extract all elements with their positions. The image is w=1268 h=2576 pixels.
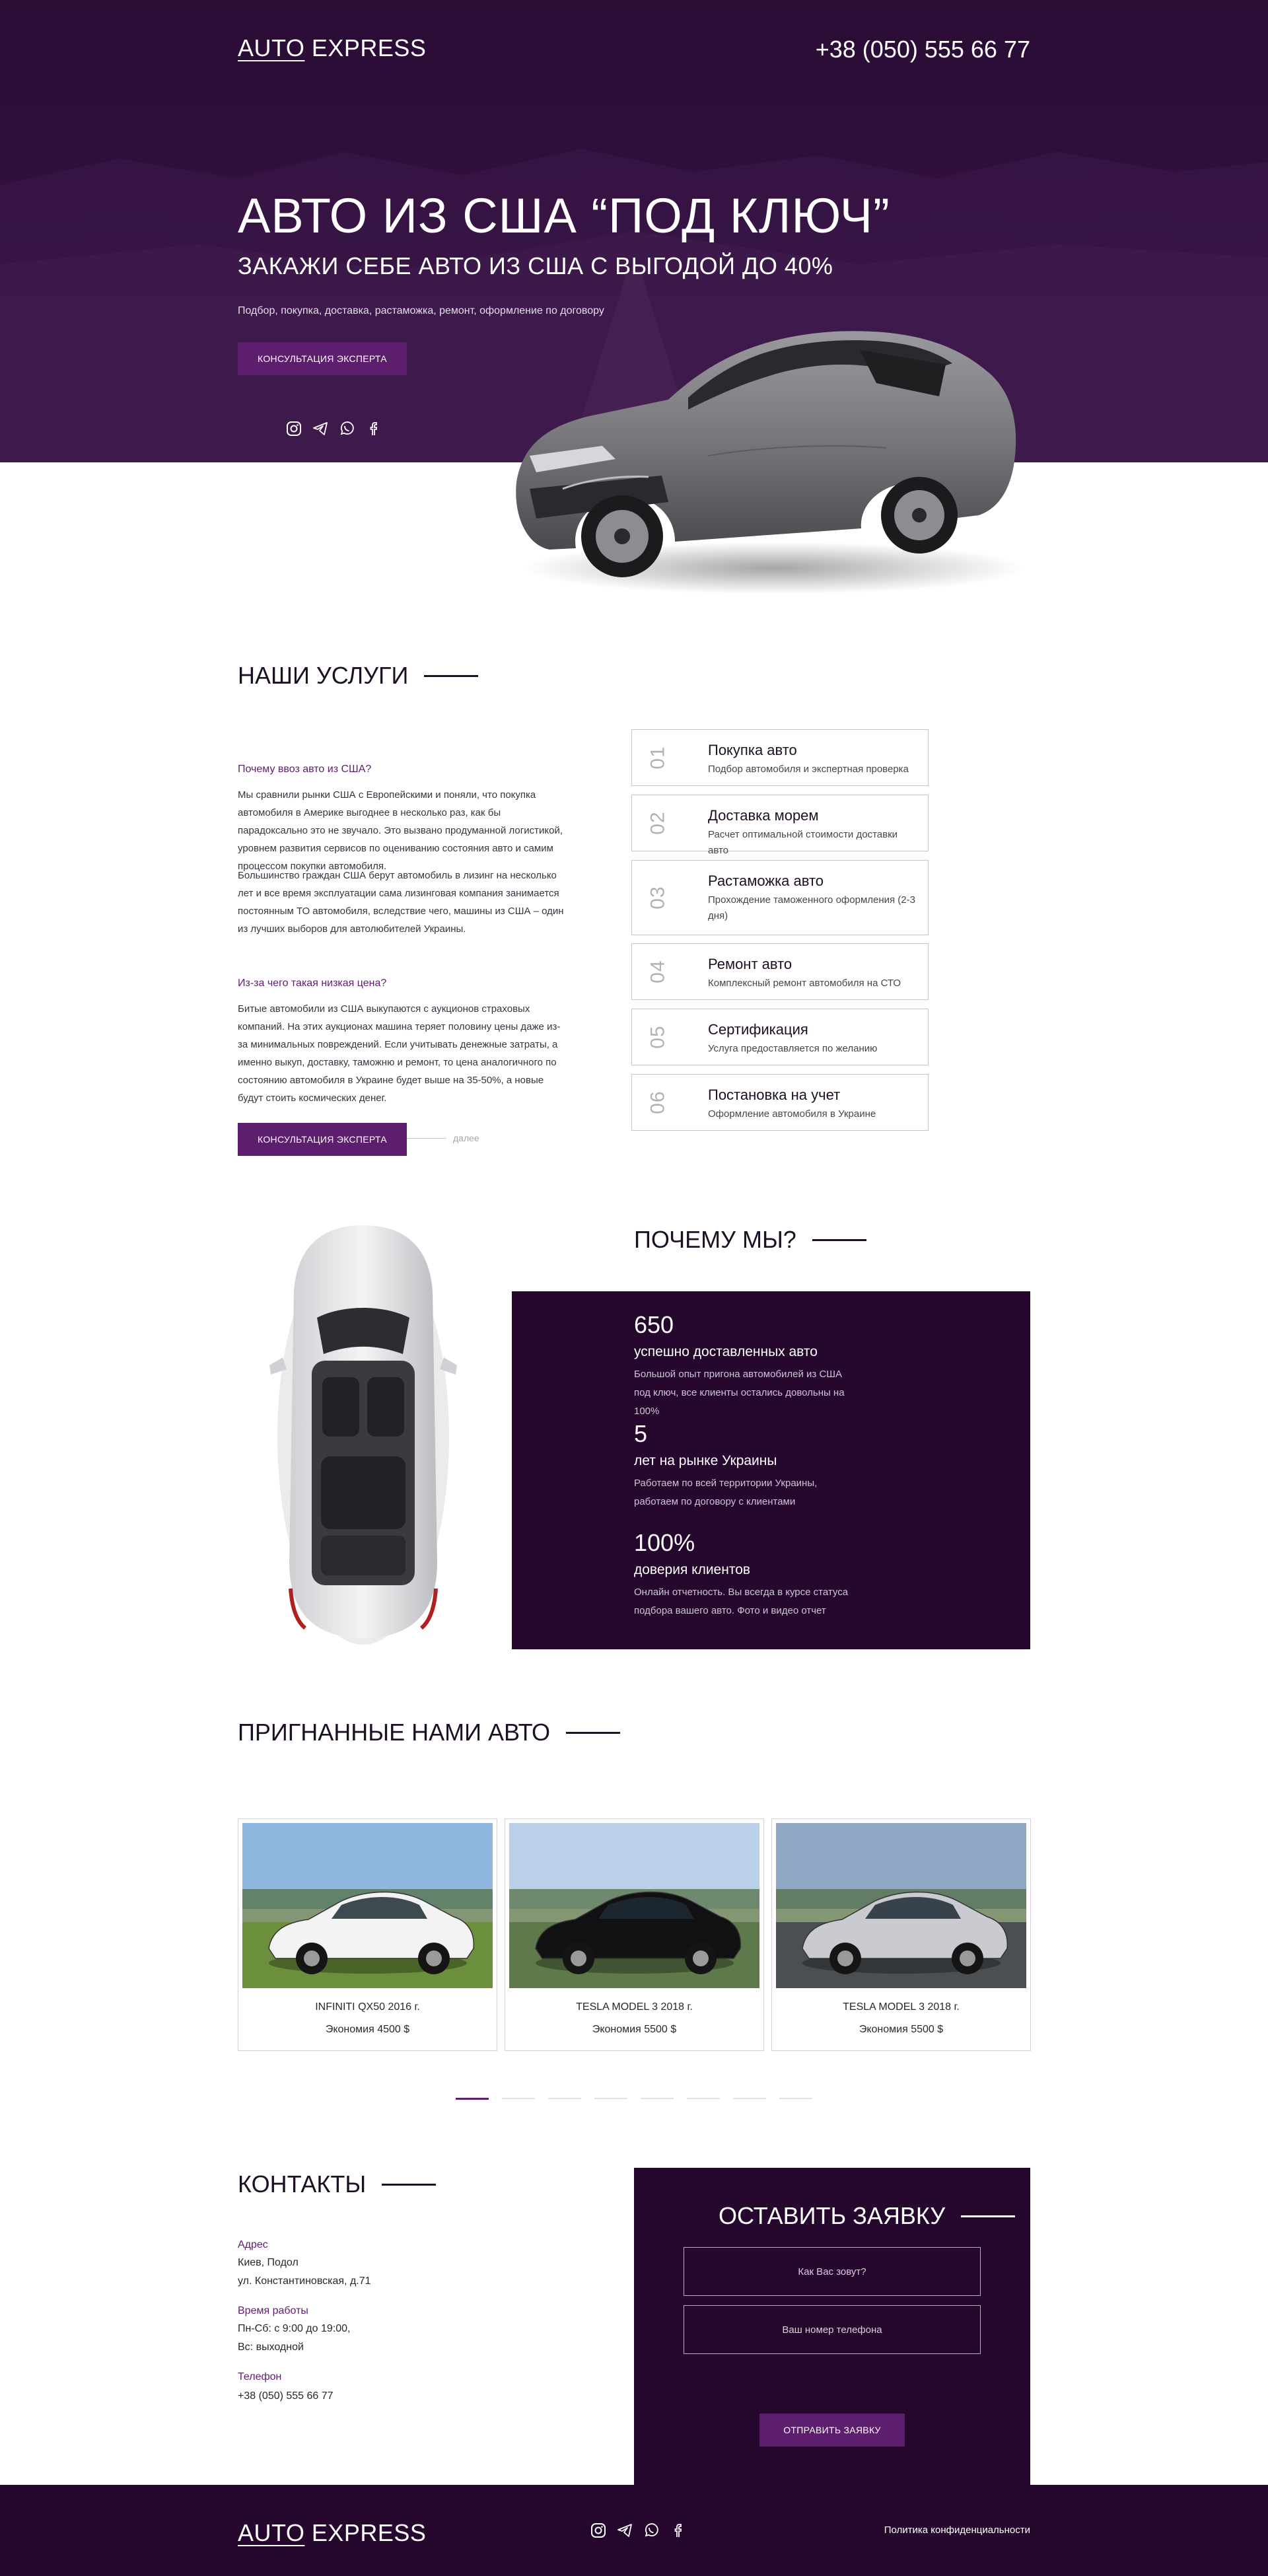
whatsapp-icon[interactable] xyxy=(338,420,355,437)
service-description: Услуга предоставляется по желанию xyxy=(708,1043,878,1054)
service-number: 01 xyxy=(647,746,669,769)
service-title: Сертификация xyxy=(708,1021,808,1038)
phone-label: Телефон xyxy=(238,2371,282,2382)
contact-phone[interactable]: +38 (050) 555 66 77 xyxy=(238,2390,334,2402)
service-item[interactable] xyxy=(631,1074,929,1131)
service-item[interactable] xyxy=(631,729,929,786)
stat-description: Работаем по всей территории Украины, работаем по договору с клиентами xyxy=(634,1478,818,1507)
more-link-line xyxy=(407,1138,446,1139)
service-title: Растаможка авто xyxy=(708,873,824,889)
heading-divider xyxy=(812,1239,866,1241)
hero-title: АВТО ИЗ США “ПОД КЛЮЧ” xyxy=(238,188,890,243)
facebook-icon[interactable] xyxy=(669,2522,686,2539)
telegram-icon[interactable] xyxy=(312,420,329,437)
footer-socials xyxy=(590,2522,686,2539)
car-photo xyxy=(509,1823,759,1988)
service-description: Прохождение таможенного оформления (2-3 дня) xyxy=(708,894,915,921)
services-consult-button[interactable]: КОНСУЛЬТАЦИЯ ЭКСПЕРТА xyxy=(238,1123,407,1156)
address-line-1: Киев, Подол xyxy=(238,2257,299,2268)
header-logo[interactable] xyxy=(238,34,426,62)
heading-divider xyxy=(424,675,478,677)
service-number: 04 xyxy=(647,960,669,984)
service-title: Ремонт авто xyxy=(708,956,792,972)
stat-description: Большой опыт пригона автомобилей из США под ключ, все клиенты остались довольны на 100% xyxy=(634,1369,845,1417)
car-card[interactable] xyxy=(771,1818,1031,2051)
logo-express: EXPRESS xyxy=(311,2519,427,2546)
services-paragraph-2: Большинство граждан США берут автомобиль в лизинг на несколько лет и все время эксплуатации сама лизинговая компания занимается постоянным ТО автомобиля, вследствие чего, машины из США – один из лучших выборов для автолюбителей Украины. xyxy=(238,870,564,935)
stat-number: 100% xyxy=(634,1529,695,1556)
heading-divider xyxy=(382,2184,436,2186)
car-card[interactable] xyxy=(238,1818,497,2051)
services-paragraph-1: Мы сравнили рынки США с Европейскими и поняли, что покупка автомобиля в Америке выгоднее в несколько раз, как бы парадоксально это не звучало. Это вызвано продуманной логистикой, уровнем развития сервисов по оцениванию состояния авто и самим процессом покупки автомобиля. xyxy=(238,789,563,872)
services-heading xyxy=(238,662,478,690)
service-number: 03 xyxy=(647,886,669,910)
address-label: Адрес xyxy=(238,2239,268,2250)
instagram-icon[interactable] xyxy=(590,2522,607,2539)
top-view-car-image xyxy=(264,1219,462,1648)
carousel-dot[interactable] xyxy=(641,2098,674,2099)
more-link-label: далее xyxy=(453,1133,479,1143)
hours-line-2: Вс: выходной xyxy=(238,2342,304,2353)
services-more-link[interactable] xyxy=(407,1133,479,1143)
telegram-icon[interactable] xyxy=(616,2522,633,2539)
stat-label: доверия клиентов xyxy=(634,1562,751,1577)
car-photo xyxy=(776,1823,1026,1988)
form-heading-text: ОСТАВИТЬ ЗАЯВКУ xyxy=(719,2202,946,2229)
header-phone[interactable]: +38 (050) 555 66 77 xyxy=(815,36,1030,63)
services-paragraph-3: Битые автомобили из США выкупаются с аукционов страховых компаний. На этих аукционах машина теряет половину цены даже из-за минимальных повреждений. Если учитывать денежные затраты, а именно выкуп, доставку, таможню и ремонт, то цена аналогичного по состоянию автомобиля в Украине будет выше на 35-50%, а новые будут стоить космических денег. xyxy=(238,1003,561,1104)
phone-input[interactable] xyxy=(684,2305,981,2354)
carousel-dot[interactable] xyxy=(548,2098,581,2099)
services-question-1: Почему ввоз авто из США? xyxy=(238,764,372,775)
logo-auto: AUTO xyxy=(238,34,305,61)
service-title: Постановка на учет xyxy=(708,1087,841,1103)
car-title: INFINITI QX50 2016 г. xyxy=(315,2001,420,2013)
carousel-dot[interactable] xyxy=(456,2098,489,2100)
why-heading xyxy=(634,1226,866,1254)
logo-auto: AUTO xyxy=(238,2519,305,2546)
cars-heading-text: ПРИГНАННЫЕ НАМИ АВТО xyxy=(238,1719,551,1746)
why-stats-panel xyxy=(512,1291,1030,1649)
service-description: Расчет оптимальной стоимости доставки авто xyxy=(708,829,898,856)
hero-description: Подбор, покупка, доставка, растаможка, ремонт, оформление по договору xyxy=(238,305,604,316)
stat-number: 650 xyxy=(634,1311,674,1338)
hero-socials xyxy=(285,420,382,437)
hero-subtitle: ЗАКАЖИ СЕБЕ АВТО ИЗ США С ВЫГОДОЙ ДО 40% xyxy=(238,252,833,279)
service-number: 05 xyxy=(647,1025,669,1049)
submit-request-button[interactable]: ОТПРАВИТЬ ЗАЯВКУ xyxy=(759,2414,905,2447)
car-photo xyxy=(242,1823,493,1988)
why-heading-text: ПОЧЕМУ МЫ? xyxy=(634,1226,796,1253)
hero-consult-button[interactable]: КОНСУЛЬТАЦИЯ ЭКСПЕРТА xyxy=(238,342,407,375)
carousel-dot[interactable] xyxy=(594,2098,627,2099)
heading-divider xyxy=(566,1732,620,1734)
whatsapp-icon[interactable] xyxy=(643,2522,660,2539)
carousel-dot[interactable] xyxy=(687,2098,720,2099)
car-title: TESLA MODEL 3 2018 г. xyxy=(843,2001,960,2013)
stat-label: лет на рынке Украины xyxy=(634,1453,777,1468)
carousel-dot[interactable] xyxy=(733,2098,766,2099)
carousel-pagination xyxy=(456,2098,812,2100)
name-input[interactable] xyxy=(684,2247,981,2296)
instagram-icon[interactable] xyxy=(285,420,302,437)
service-description: Комплексный ремонт автомобиля на СТО xyxy=(708,978,901,989)
service-item[interactable] xyxy=(631,795,929,856)
privacy-policy-link[interactable]: Политика конфиденциальности xyxy=(884,2524,1030,2536)
service-description: Оформление автомобиля в Украине xyxy=(708,1108,876,1120)
car-card[interactable] xyxy=(505,1818,764,2051)
hours-label: Время работы xyxy=(238,2305,308,2316)
services-heading-text: НАШИ УСЛУГИ xyxy=(238,662,409,689)
car-saving: Экономия 5500 $ xyxy=(592,2024,677,2035)
service-title: Покупка авто xyxy=(708,742,797,758)
car-title: TESLA MODEL 3 2018 г. xyxy=(576,2001,693,2013)
service-item[interactable] xyxy=(631,943,929,1000)
footer-logo[interactable] xyxy=(238,2519,426,2547)
service-number: 02 xyxy=(647,811,669,835)
car-saving: Экономия 5500 $ xyxy=(859,2024,944,2035)
form-heading xyxy=(719,2202,1015,2230)
contacts-heading xyxy=(238,2170,436,2198)
contacts-heading-text: КОНТАКТЫ xyxy=(238,2170,367,2198)
stat-number: 5 xyxy=(634,1420,648,1447)
stat-label: успешно доставленных авто xyxy=(634,1344,818,1359)
request-form xyxy=(634,2168,1030,2490)
address-line-2: ул. Константиновская, д.71 xyxy=(238,2275,371,2287)
facebook-icon[interactable] xyxy=(365,420,382,437)
carousel-dot[interactable] xyxy=(502,2098,535,2099)
service-item[interactable] xyxy=(631,860,929,935)
services-question-2: Из-за чего такая низкая цена? xyxy=(238,978,387,989)
heading-divider xyxy=(961,2215,1015,2217)
service-title: Доставка морем xyxy=(708,807,819,824)
carousel-dot[interactable] xyxy=(779,2098,812,2099)
service-description: Подбор автомобиля и экспертная проверка xyxy=(708,764,909,775)
cars-heading xyxy=(238,1719,620,1746)
service-item[interactable] xyxy=(631,1009,929,1065)
service-number: 06 xyxy=(647,1091,669,1114)
hours-line-1: Пн-Сб: с 9:00 до 19:00, xyxy=(238,2323,351,2334)
hero-car-image xyxy=(490,291,1032,601)
logo-express: EXPRESS xyxy=(311,34,427,61)
footer xyxy=(0,2485,1268,2576)
stat-description: Онлайн отчетность. Вы всегда в курсе статуса подбора вашего авто. Фото и видео отчет xyxy=(634,1587,849,1616)
car-saving: Экономия 4500 $ xyxy=(325,2024,410,2035)
